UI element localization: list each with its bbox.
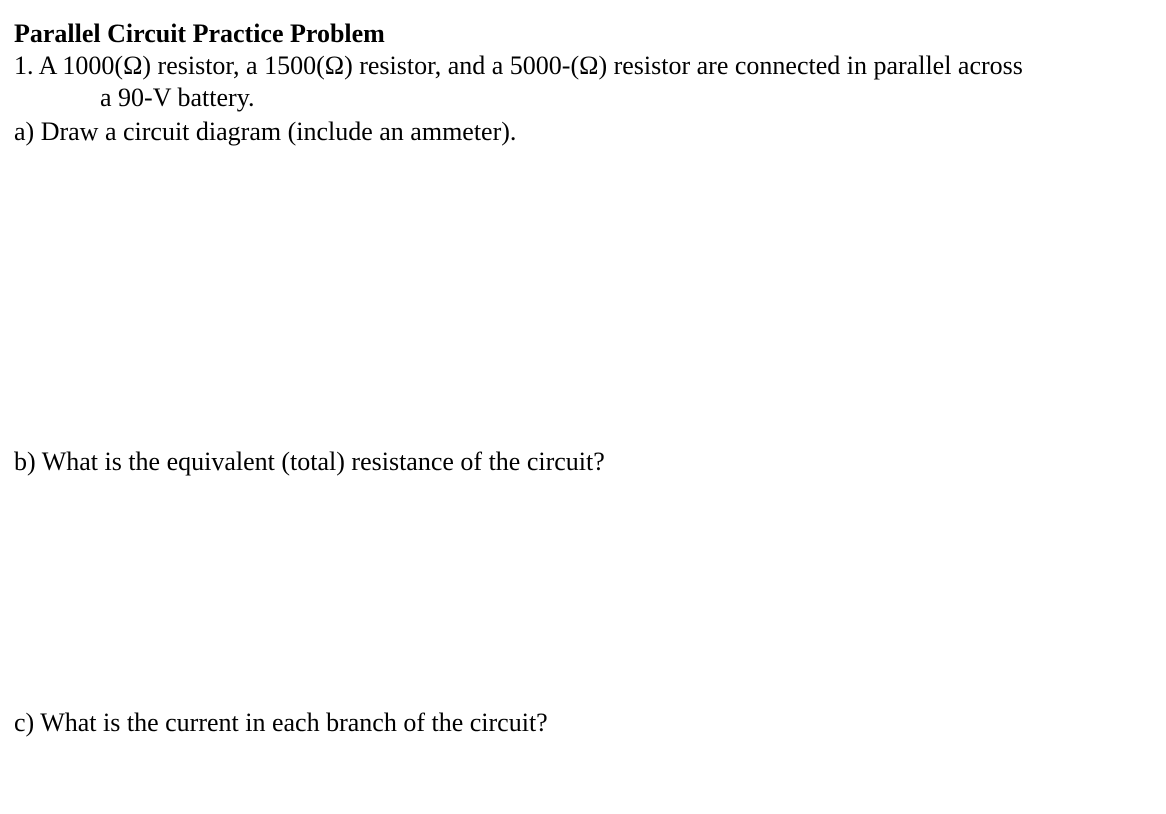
- document-title: Parallel Circuit Practice Problem: [14, 19, 385, 48]
- question-c: c) What is the current in each branch of the circuit?: [14, 708, 548, 737]
- problem-statement-line-1: 1. A 1000(Ω) resistor, a 1500(Ω) resistor, and a 5000-(Ω) resistor are connected in parallel across: [14, 51, 1023, 80]
- question-a: a) Draw a circuit diagram (include an ammeter).: [14, 117, 517, 146]
- problem-statement-line-2: a 90-V battery.: [100, 83, 255, 112]
- question-b: b) What is the equivalent (total) resistance of the circuit?: [14, 447, 605, 476]
